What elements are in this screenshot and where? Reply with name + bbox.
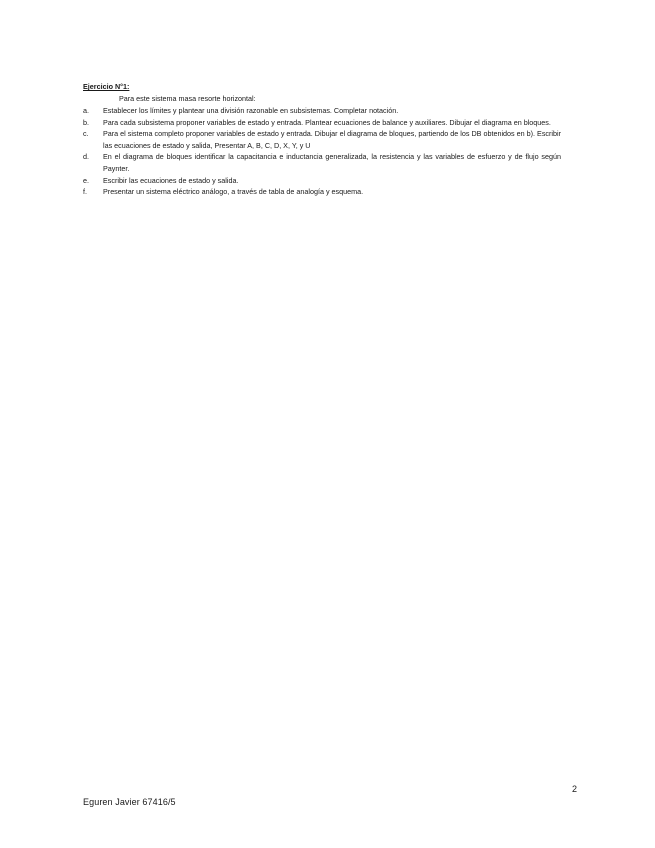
list-item-letter: a. [83, 106, 89, 115]
list-item-letter: c. [83, 129, 89, 139]
list-item-c [83, 128, 561, 151]
footer-author: Eguren Javier 67416/5 [83, 797, 176, 807]
page-number: 2 [572, 784, 578, 794]
list-item-letter: b. [83, 117, 89, 127]
list-item-letter: e. [83, 175, 89, 185]
list-item-a [83, 105, 561, 117]
list-item-text: Presentar un sistema eléctrico análogo, a través de tabla de analogía y esquema. [103, 187, 364, 197]
list-item-d [83, 151, 561, 174]
list-item-f [83, 186, 561, 198]
list-item-b [83, 117, 561, 129]
list-item-text: Para cada subsistema proponer variables de estado y entrada. Plantear ecuaciones de balance y auxiliares. Dibujar el diagrama en bloques. [103, 117, 551, 127]
list-item-letter: d. [83, 152, 89, 162]
exercise-heading: Ejercicio N°1: [83, 82, 130, 91]
list-item-text: Escribir las ecuaciones de estado y salida. [103, 175, 239, 185]
exercise-intro: Para este sistema masa resorte horizontal: [119, 94, 256, 103]
list-item-text: Para el sistema completo proponer variables de estado y entrada. Dibujar el diagrama de bloques, partiendo de los DB obtenidos en b). Escribir las ecuaciones de estado y salida, Presentar A, B, C, D, X, Y, y U [103, 129, 561, 150]
exercise-section [83, 81, 561, 198]
list-item-text: En el diagrama de bloques identificar la capacitancia e inductancia generalizada, la resistencia y las variables de esfuerzo y de flujo según Paynter. [103, 152, 561, 173]
list-item-e [83, 175, 561, 187]
list-item-text: Establecer los límites y plantear una división razonable en subsistemas. Completar notación. [103, 106, 399, 115]
list-item-letter: f. [83, 187, 87, 197]
